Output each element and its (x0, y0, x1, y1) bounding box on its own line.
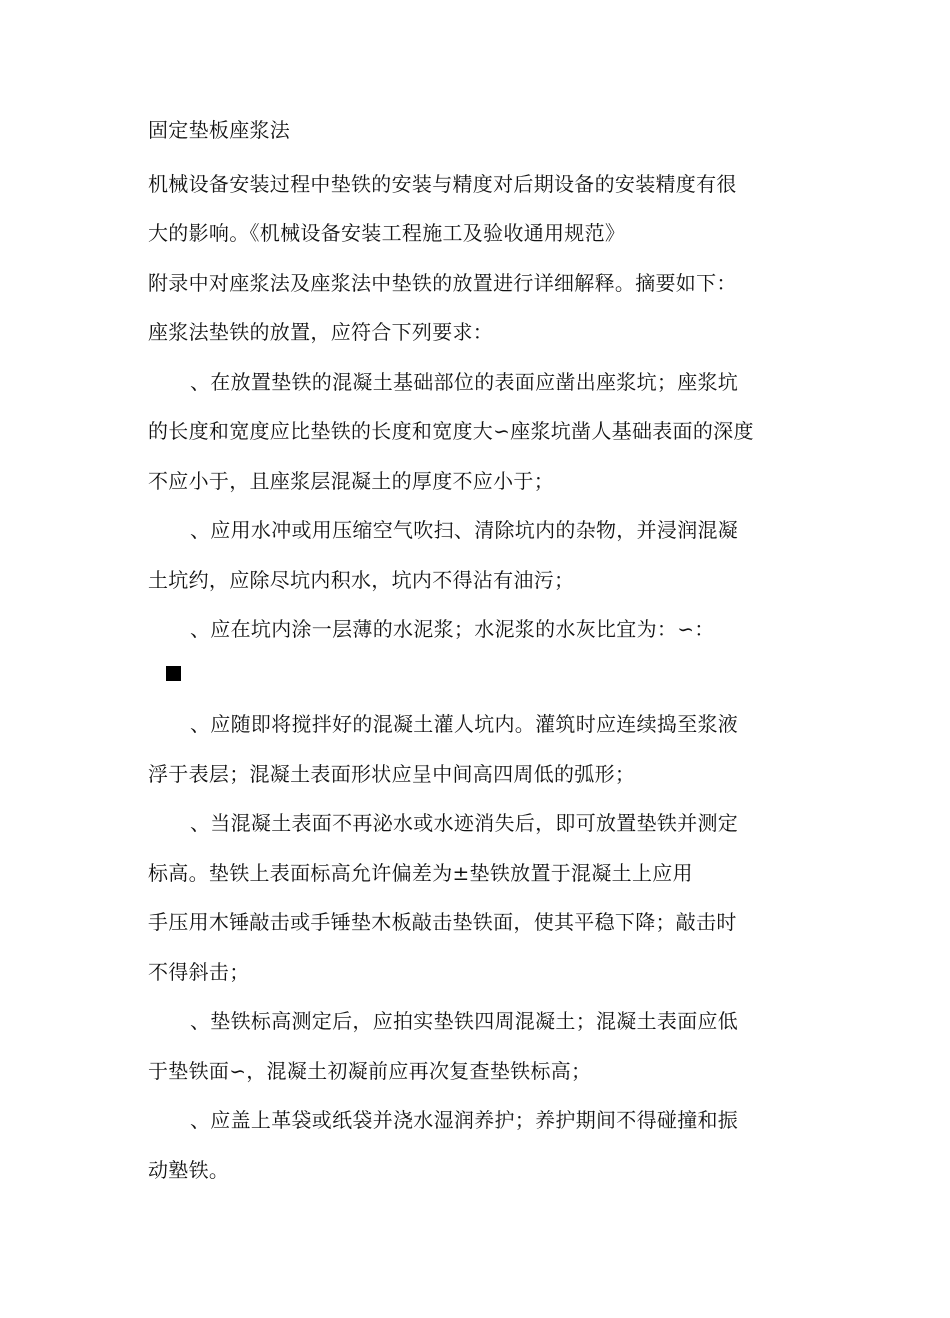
text-line: 浮于表层；混凝土表面形状应呈中间高四周低的弧形； (148, 762, 636, 786)
text-line: 标高。垫铁上表面标高允许偏差为±垫铁放置于混凝土上应用 (148, 861, 693, 885)
text-line: 动塾铁。 (148, 1158, 230, 1182)
text-line: 不应小于，且座浆层混凝土的厚度不应小于； (148, 469, 554, 493)
black-square-icon (166, 666, 181, 681)
text-line: 、在放置垫铁的混凝土基础部位的表面应凿出座浆坑；座浆坑 (190, 370, 739, 394)
text-line: 、应在坑内涂一层薄的水泥浆；水泥浆的水灰比宜为：∽： (190, 617, 715, 641)
text-line: 的长度和宽度应比垫铁的长度和宽度大∽座浆坑凿人基础表面的深度 (148, 419, 754, 443)
text-line: 、应盖上革袋或纸袋并浇水湿润养护；养护期间不得碰撞和振 (190, 1108, 739, 1132)
document-title: 固定垫板座浆法 (148, 118, 291, 142)
text-line: 不得斜击； (148, 960, 250, 984)
text-line: 于垫铁面∽，混凝土初凝前应再次复查垫铁标高； (148, 1059, 592, 1083)
text-line: 、垫铁标高测定后，应拍实垫铁四周混凝土；混凝土表面应低 (190, 1009, 739, 1033)
text-line: 座浆法垫铁的放置，应符合下列要求： (148, 320, 494, 344)
text-line: 大的影响。《机械设备安装工程施工及验收通用规范》 (148, 221, 626, 245)
text-line: 、应随即将搅拌好的混凝土灌人坑内。灌筑时应连续捣至浆液 (190, 712, 739, 736)
text-line: 、应用水冲或用压缩空气吹扫、清除坑内的杂物，并浸润混凝 (190, 518, 739, 542)
text-line: 、当混凝土表面不再泌水或水迹消失后，即可放置垫铁并测定 (190, 811, 739, 835)
text-line: 附录中对座浆法及座浆法中垫铁的放置进行详细解释。摘要如下： (148, 271, 737, 295)
text-line: 机械设备安装过程中垫铁的安装与精度对后期设备的安装精度有很 (148, 172, 737, 196)
text-line: 土坑约，应除尽坑内积水，坑内不得沾有油污； (148, 568, 575, 592)
text-line: 手压用木锤敲击或手锤垫木板敲击垫铁面，使其平稳下降；敲击时 (148, 910, 737, 934)
